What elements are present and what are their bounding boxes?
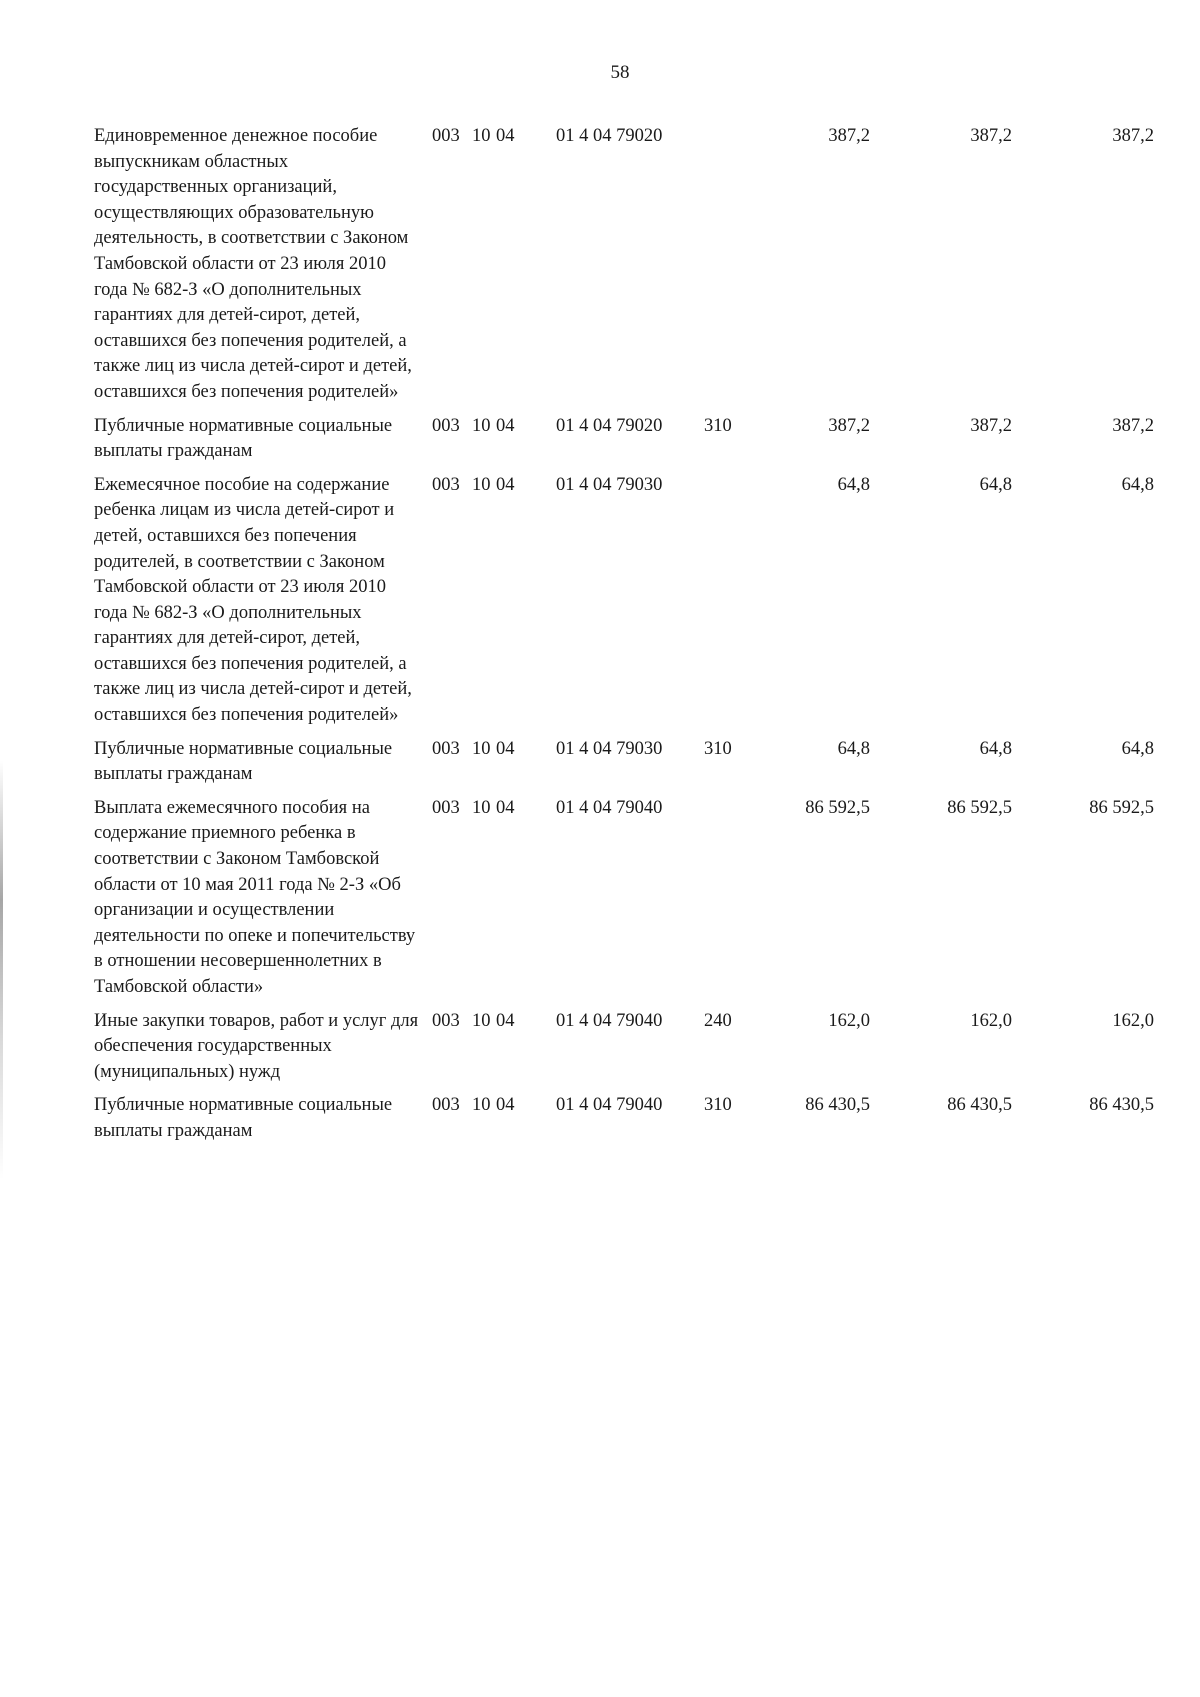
row-amount-year-1: 86 592,5 xyxy=(805,797,870,818)
table-row xyxy=(94,473,1154,737)
row-target-code: 01 4 04 79040 xyxy=(556,1010,663,1031)
row-section-code: 10 xyxy=(472,738,491,759)
row-admin-code: 003 xyxy=(432,415,460,436)
row-amount-year-2: 64,8 xyxy=(979,474,1012,495)
row-amount-year-2: 86 430,5 xyxy=(947,1095,1012,1116)
row-amount-year-3: 64,8 xyxy=(1121,738,1154,759)
table-row xyxy=(94,737,1154,796)
row-subsection-code: 04 xyxy=(496,474,515,495)
row-expense-type-code xyxy=(704,473,762,737)
row-admin-code: 003 xyxy=(432,126,460,146)
row-amount-year-2: 387,2 xyxy=(970,415,1012,436)
row-expense-type-code: 310 xyxy=(704,1095,732,1116)
table-row xyxy=(94,1093,1154,1152)
row-subsection-code: 04 xyxy=(496,738,515,759)
row-admin-code: 003 xyxy=(432,1095,460,1116)
row-subsection-code: 04 xyxy=(496,415,515,436)
table-row xyxy=(94,124,1154,414)
row-name: Единовременное денежное пособие выпускникам областных государственных организаций, осуществляющих образовательную деятельность, в соответствии с Законом Тамбовской области от 23 июля 2010 года № 682-З «О дополнительных гарантиях для детей-сирот, детей, оставшихся без попечения родителей, а также лиц из числа детей-сирот и детей, оставшихся без попечения родителей» xyxy=(94,126,412,402)
page-number: 58 xyxy=(610,62,630,83)
row-amount-year-2: 64,8 xyxy=(979,738,1012,759)
row-amount-year-2: 86 592,5 xyxy=(947,797,1012,818)
budget-table xyxy=(94,124,1154,1153)
row-admin-code: 003 xyxy=(432,797,460,818)
row-target-code: 01 4 04 79040 xyxy=(556,797,663,818)
row-amount-year-1: 387,2 xyxy=(828,126,870,146)
table-row xyxy=(94,414,1154,473)
row-section-code: 10 xyxy=(472,1010,491,1031)
row-name: Публичные нормативные социальные выплаты гражданам xyxy=(94,1095,393,1141)
row-amount-year-1: 387,2 xyxy=(828,415,870,436)
row-name: Ежемесячное пособие на содержание ребенка лицам из числа детей-сирот и детей, оставшихся без попечения родителей, в соответствии с Законом Тамбовской области от 23 июля 2010 года № 682-З «О дополнительных гарантиях для детей-сирот, детей, оставшихся без попечения родителей, а также лиц из числа детей-сирот и детей, оставшихся без попечения родителей» xyxy=(94,474,412,726)
row-target-code: 01 4 04 79030 xyxy=(556,474,663,495)
row-amount-year-1: 64,8 xyxy=(837,474,870,495)
row-target-code: 01 4 04 79040 xyxy=(556,1095,663,1116)
row-subsection-code: 04 xyxy=(496,797,515,818)
row-amount-year-3: 86 430,5 xyxy=(1089,1095,1154,1116)
row-admin-code: 003 xyxy=(432,738,460,759)
row-name: Публичные нормативные социальные выплаты гражданам xyxy=(94,738,393,785)
row-name: Иные закупки товаров, работ и услуг для обеспечения государственных (муниципальных) нужд xyxy=(94,1010,419,1082)
row-section-code: 10 xyxy=(472,474,491,495)
row-amount-year-3: 86 592,5 xyxy=(1089,797,1154,818)
row-name: Публичные нормативные социальные выплаты гражданам xyxy=(94,415,393,462)
row-expense-type-code xyxy=(704,124,762,414)
row-target-code: 01 4 04 79020 xyxy=(556,415,663,436)
row-expense-type-code: 310 xyxy=(704,415,732,436)
row-amount-year-3: 64,8 xyxy=(1121,474,1154,495)
row-section-code: 10 xyxy=(472,126,491,146)
row-admin-code: 003 xyxy=(432,474,460,495)
row-subsection-code: 04 xyxy=(496,1010,515,1031)
row-amount-year-1: 162,0 xyxy=(828,1010,870,1031)
row-section-code: 10 xyxy=(472,1095,491,1116)
row-target-code: 01 4 04 79030 xyxy=(556,738,663,759)
row-amount-year-2: 162,0 xyxy=(970,1010,1012,1031)
row-admin-code: 003 xyxy=(432,1010,460,1031)
row-subsection-code: 04 xyxy=(496,126,515,146)
row-amount-year-3: 387,2 xyxy=(1112,126,1154,146)
table-row xyxy=(94,1009,1154,1094)
row-expense-type-code xyxy=(704,796,762,1009)
row-amount-year-1: 64,8 xyxy=(837,738,870,759)
row-amount-year-3: 162,0 xyxy=(1112,1010,1154,1031)
budget-table-body xyxy=(94,124,1154,1153)
row-subsection-code: 04 xyxy=(496,1095,515,1116)
row-section-code: 10 xyxy=(472,797,491,818)
row-amount-year-1: 86 430,5 xyxy=(805,1095,870,1116)
row-expense-type-code: 240 xyxy=(704,1010,732,1031)
table-row xyxy=(94,796,1154,1009)
row-expense-type-code: 310 xyxy=(704,738,732,759)
row-name: Выплата ежемесячного пособия на содержание приемного ребенка в соответствии с Законом Тамбовской области от 10 мая 2011 года № 2-З «Об организации и осуществлении деятельности по опеке и попечительству в отношении несовершеннолетних в Тамбовской области» xyxy=(94,797,416,997)
row-amount-year-2: 387,2 xyxy=(970,126,1012,146)
scan-edge-shadow xyxy=(0,760,3,1180)
row-section-code: 10 xyxy=(472,415,491,436)
row-amount-year-3: 387,2 xyxy=(1112,415,1154,436)
row-target-code: 01 4 04 79020 xyxy=(556,126,663,146)
